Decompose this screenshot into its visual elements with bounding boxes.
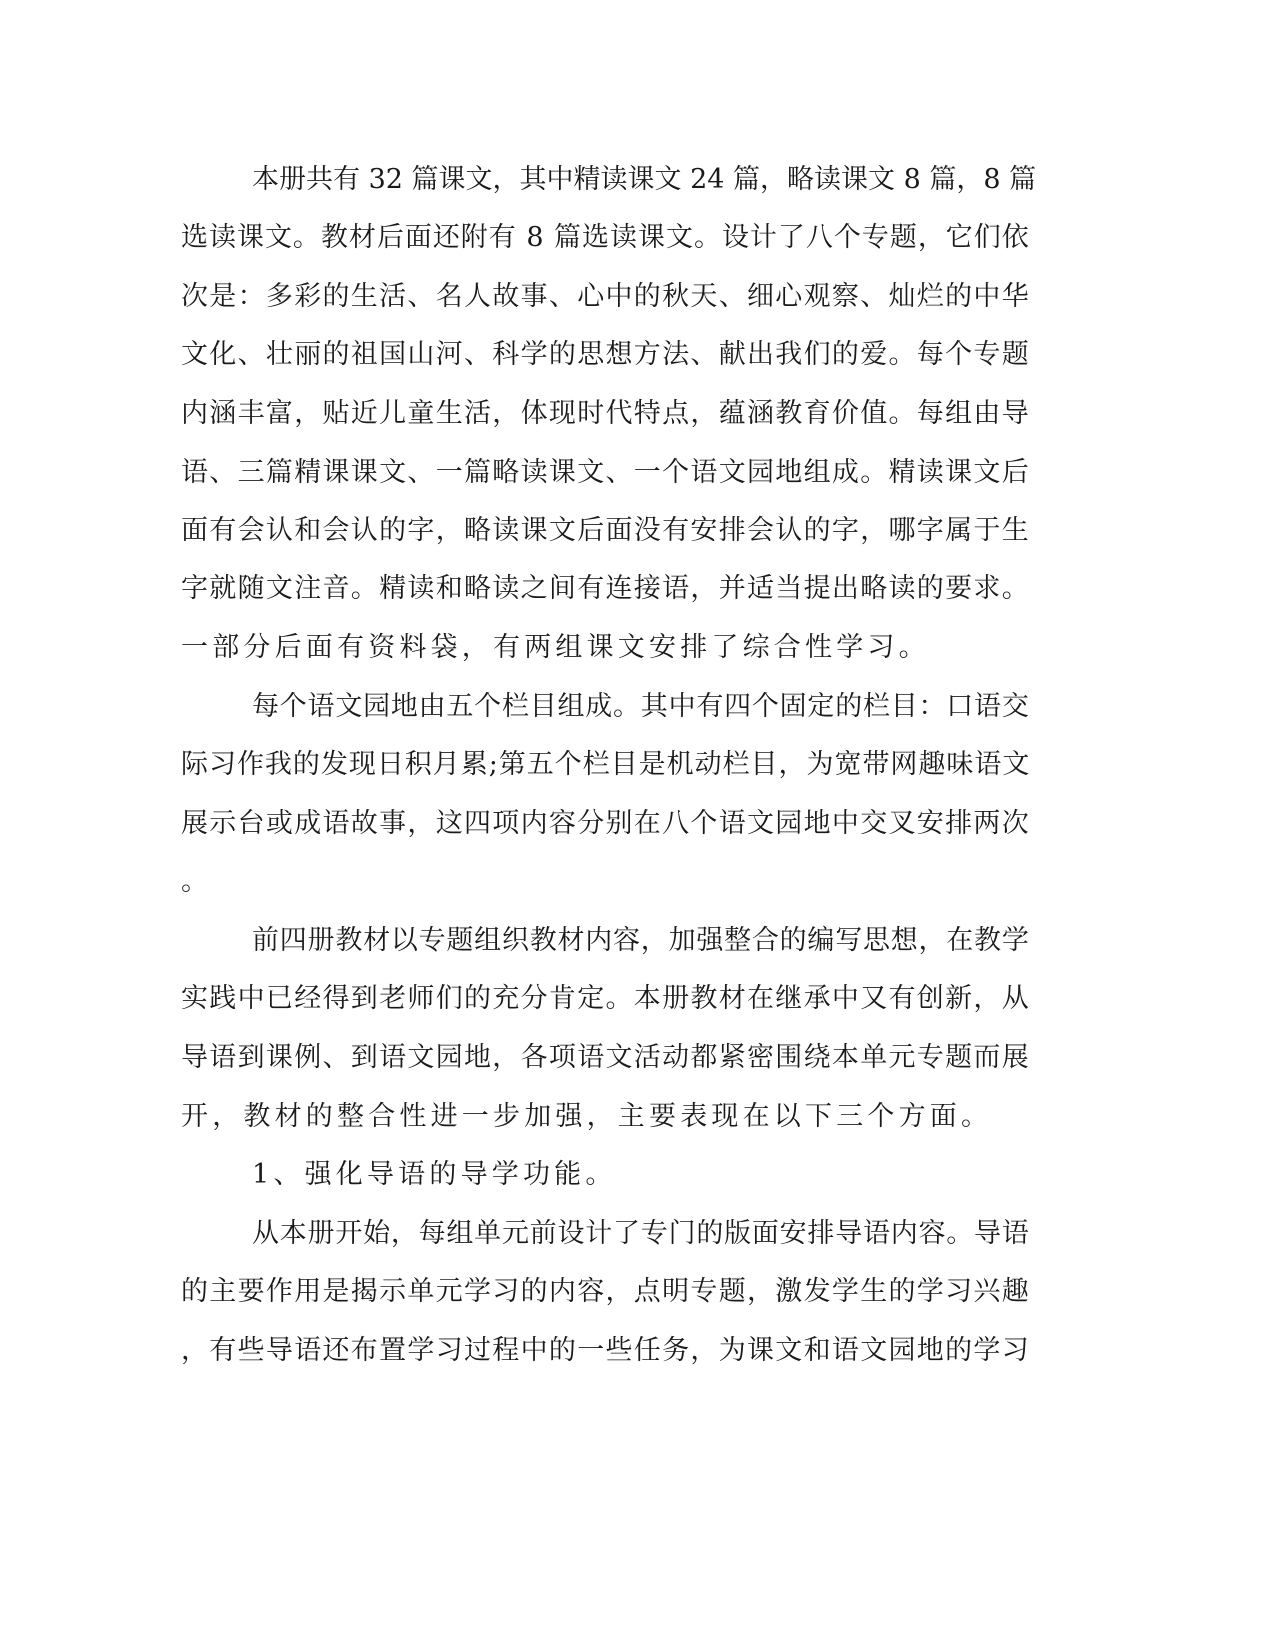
list-item-1-heading: 1、强化导语的导学功能。 bbox=[252, 1159, 617, 1190]
paragraph-1-line-7: 面有会认和会认的字，略读课文后面没有安排会认的字，哪字属于生 bbox=[181, 515, 1030, 546]
paragraph-2-line-3: 展示台或成语故事，这四项内容分别在八个语文园地中交叉安排两次 bbox=[181, 808, 1030, 839]
paragraph-2-line-2: 际习作我的发现日积月累;第五个栏目是机动栏目，为宽带网趣味语文 bbox=[181, 749, 1031, 780]
paragraph-1-line-2: 选读课文。教材后面还附有 8 篇选读课文。设计了八个专题，它们依 bbox=[181, 222, 1030, 253]
paragraph-1-line-4: 文化、壮丽的祖国山河、科学的思想方法、献出我们的爱。每个专题 bbox=[181, 339, 1030, 370]
paragraph-1-line-3: 次是：多彩的生活、名人故事、心中的秋天、细心观察、灿烂的中华 bbox=[181, 281, 1030, 312]
paragraph-4-line-2: 的主要作用是揭示单元学习的内容，点明专题，激发学生的学习兴趣 bbox=[181, 1276, 1030, 1307]
paragraph-3-line-3: 导语到课例、到语文园地，各项语文活动都紧密围绕本单元专题而展 bbox=[181, 1042, 1030, 1073]
paragraph-1-line-1: 本册共有 32 篇课文，其中精读课文 24 篇，略读课文 8 篇，8 篇 bbox=[252, 164, 1037, 195]
paragraph-3-line-4: 开，教材的整合性进一步加强，主要表现在以下三个方面。 bbox=[181, 1101, 993, 1132]
paragraph-3-line-1: 前四册教材以专题组织教材内容，加强整合的编写思想，在教学 bbox=[252, 925, 1030, 956]
paragraph-4-line-1: 从本册开始，每组单元前设计了专门的版面安排导语内容。导语 bbox=[252, 1218, 1030, 1249]
paragraph-1-line-6: 语、三篇精课课文、一篇略读课文、一个语文园地组成。精读课文后 bbox=[181, 457, 1030, 488]
paragraph-1-line-5: 内涵丰富，贴近儿童生活，体现时代特点，蕴涵教育价值。每组由导 bbox=[181, 398, 1030, 429]
paragraph-1-line-9: 一部分后面有资料袋，有两组课文安排了综合性学习。 bbox=[181, 632, 930, 663]
paragraph-1-line-8: 字就随文注音。精读和略读之间有连接语，并适当提出略读的要求。 bbox=[181, 573, 1030, 604]
paragraph-2-line-4: 。 bbox=[181, 866, 213, 897]
paragraph-4-line-3: ，有些导语还布置学习过程中的一些任务，为课文和语文园地的学习 bbox=[181, 1335, 1030, 1366]
paragraph-2-line-1: 每个语文园地由五个栏目组成。其中有四个固定的栏目：口语交 bbox=[252, 691, 1030, 722]
paragraph-3-line-2: 实践中已经得到老师们的充分肯定。本册教材在继承中又有创新，从 bbox=[181, 983, 1030, 1014]
